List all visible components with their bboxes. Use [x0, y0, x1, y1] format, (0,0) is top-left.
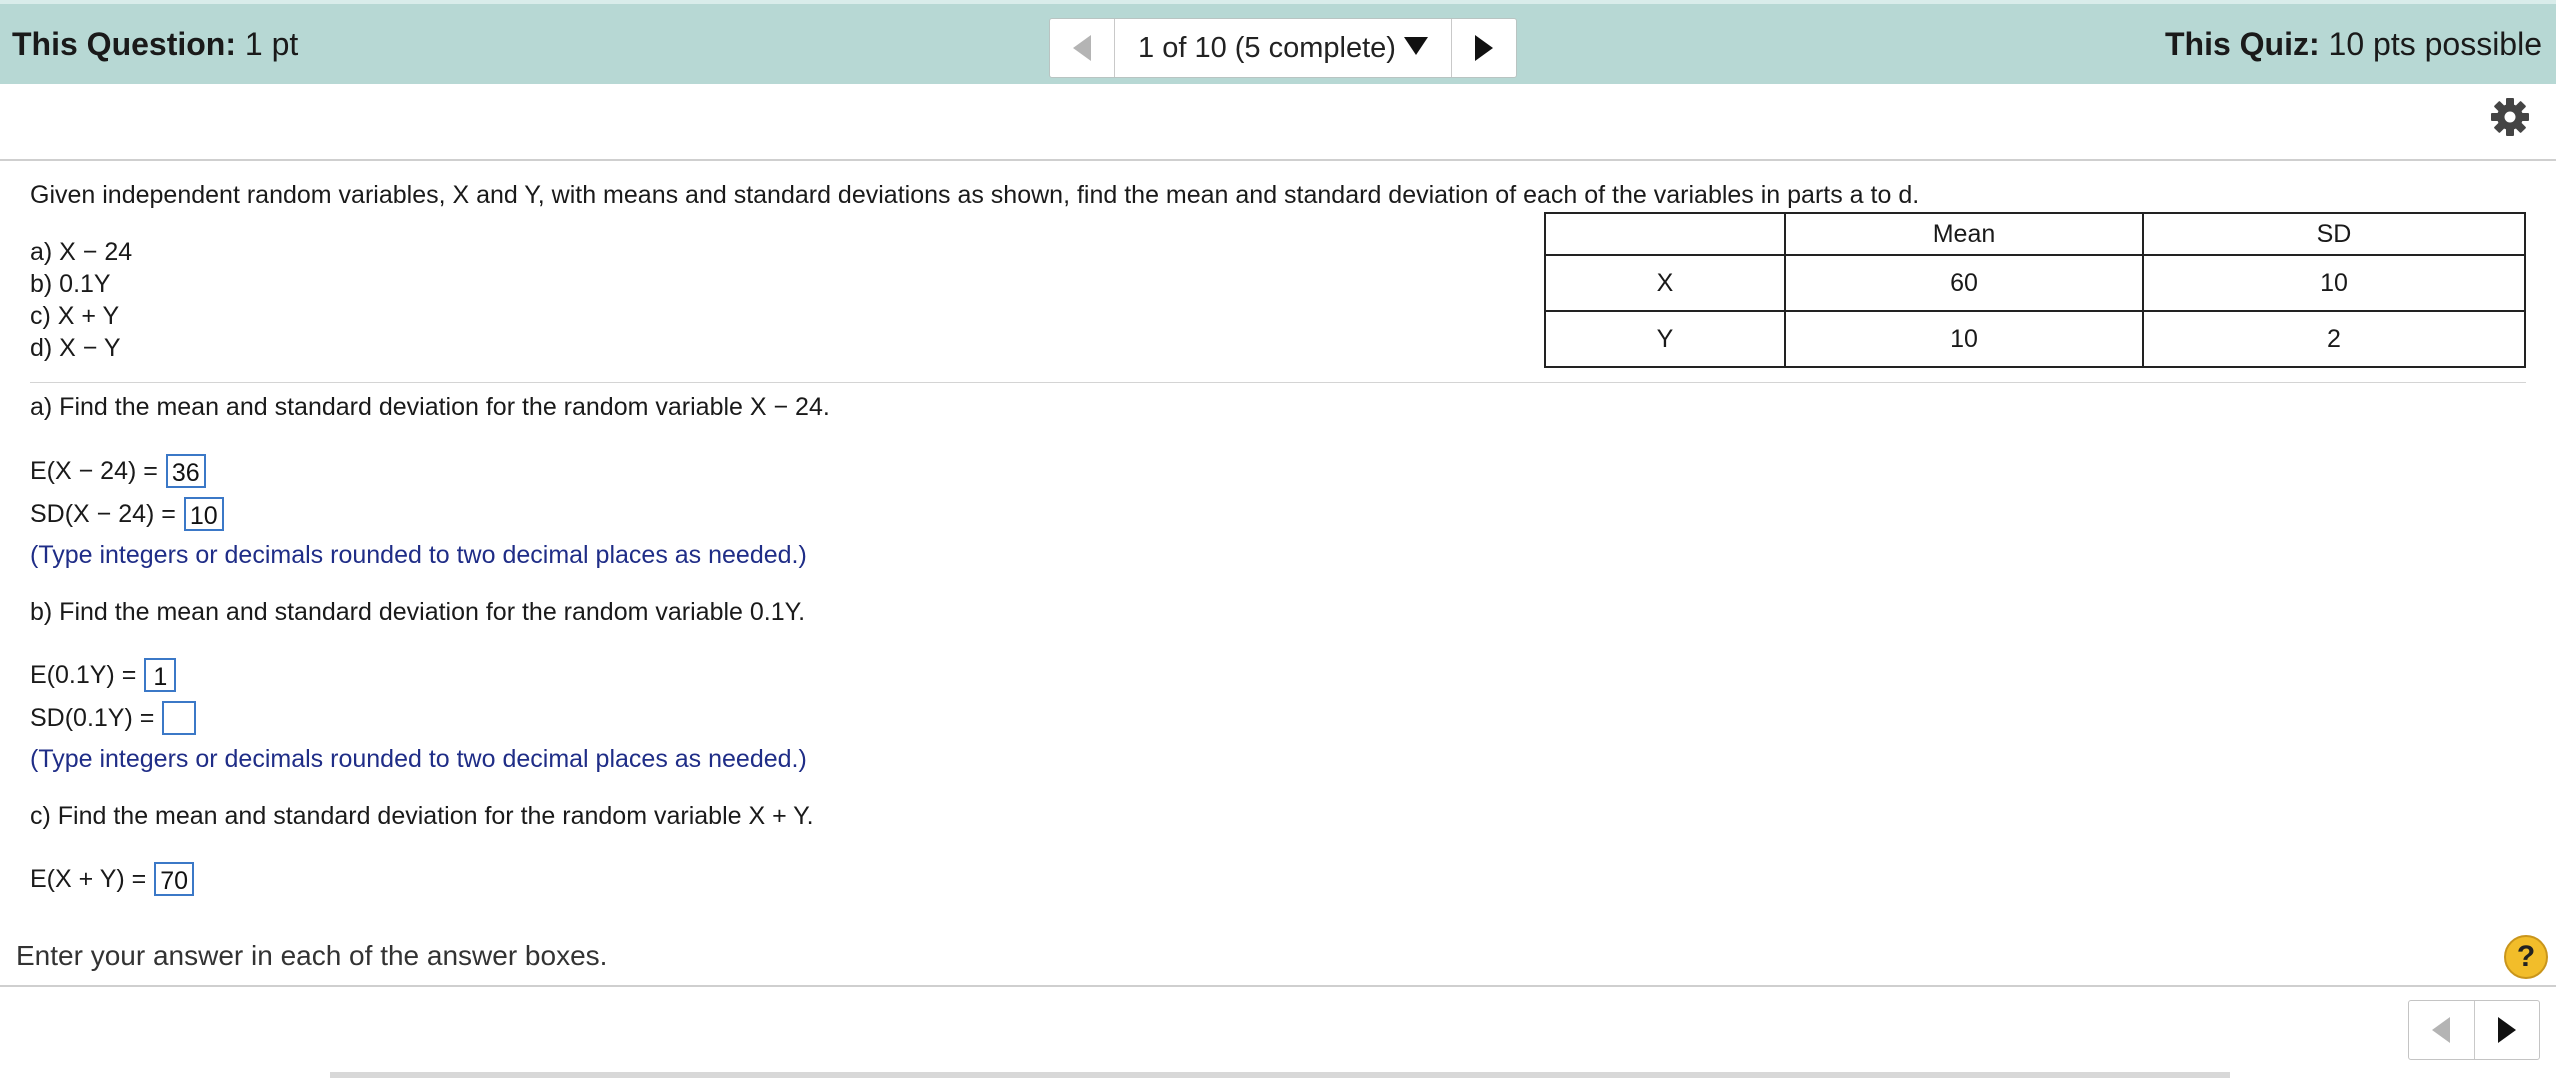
bottom-previous-button[interactable]	[2409, 1001, 2475, 1059]
part-c-mean-label: E(X + Y) =	[30, 864, 147, 893]
question-points-value: 1 pt	[244, 26, 299, 62]
part-b-hint: (Type integers or decimals rounded to two decimal places as needed.)	[30, 745, 807, 773]
table-cell-mean: 60	[1785, 255, 2143, 311]
question-prompt: Given independent random variables, X and Y, with means and standard deviations as shown, find the mean and standard deviation of each of the variables in parts a to d.	[30, 181, 1920, 209]
arrow-left-icon	[2432, 1017, 2450, 1043]
arrow-right-icon	[1475, 35, 1493, 61]
table-header-mean: Mean	[1785, 213, 2143, 255]
part-a-sd-line	[30, 497, 224, 531]
table-cell-variable: Y	[1545, 311, 1785, 367]
quiz-points	[2165, 4, 2542, 84]
part-a-sd-label: SD(X − 24) =	[30, 499, 176, 528]
answer-instruction: Enter your answer in each of the answer boxes.	[16, 940, 608, 971]
question-points	[12, 4, 298, 84]
part-b-mean-input[interactable]: 1	[144, 658, 176, 692]
caret-down-icon	[1404, 37, 1428, 55]
table-cell-variable: X	[1545, 255, 1785, 311]
part-a-question: a) Find the mean and standard deviation for the random variable X − 24.	[30, 393, 830, 421]
table-cell-sd: 2	[2143, 311, 2525, 367]
question-points-label: This Question:	[12, 26, 236, 62]
table-cell-mean: 10	[1785, 311, 2143, 367]
part-a-mean-label: E(X − 24) =	[30, 456, 158, 485]
table-header-sd: SD	[2143, 213, 2525, 255]
question-progress-dropdown[interactable]	[1115, 19, 1451, 77]
quiz-points-value: 10 pts possible	[2328, 26, 2542, 62]
part-b-question: b) Find the mean and standard deviation for the random variable 0.1Y.	[30, 598, 806, 626]
part-b-mean-label: E(0.1Y) =	[30, 660, 137, 689]
next-question-button[interactable]	[1451, 19, 1516, 77]
part-c-mean-input[interactable]: 70	[154, 862, 194, 896]
part-c-question: c) Find the mean and standard deviation for the random variable X + Y.	[30, 802, 814, 830]
part-item-d: d) X − Y	[30, 334, 121, 362]
arrow-left-icon	[1073, 35, 1091, 61]
table-row	[1545, 255, 2525, 311]
part-item-b: b) 0.1Y	[30, 270, 111, 298]
part-item-a: a) X − 24	[30, 238, 133, 266]
bottom-navigator	[2408, 1000, 2540, 1060]
part-c-mean-line	[30, 862, 194, 896]
part-a-mean-line	[30, 454, 206, 488]
part-a-mean-input[interactable]: 36	[166, 454, 206, 488]
given-values-table	[1544, 212, 2526, 368]
part-b-mean-line	[30, 658, 176, 692]
part-b-sd-label: SD(0.1Y) =	[30, 703, 155, 732]
part-b-sd-line	[30, 701, 196, 735]
question-header-bar	[0, 0, 2556, 84]
part-b-sd-input[interactable]	[162, 701, 196, 735]
part-a-sd-input[interactable]: 10	[184, 497, 224, 531]
quiz-points-label: This Quiz:	[2164, 26, 2320, 62]
part-a-hint: (Type integers or decimals rounded to two decimal places as needed.)	[30, 541, 807, 569]
footer-shadow	[330, 1072, 2230, 1078]
table-row	[1545, 311, 2525, 367]
part-item-c: c) X + Y	[30, 302, 120, 330]
arrow-right-icon	[2498, 1017, 2516, 1043]
help-symbol: ?	[2516, 940, 2536, 973]
table-header-row	[1545, 213, 2525, 255]
table-header-blank	[1545, 213, 1785, 255]
previous-question-button[interactable]	[1050, 19, 1115, 77]
table-cell-sd: 10	[2143, 255, 2525, 311]
help-question-icon[interactable]	[2504, 935, 2548, 979]
question-progress-text: 1 of 10 (5 complete)	[1138, 31, 1396, 64]
footer-divider	[0, 985, 2556, 987]
bottom-next-button[interactable]	[2475, 1001, 2540, 1059]
question-navigator	[1049, 18, 1517, 78]
toolbar-divider	[0, 159, 2556, 161]
settings-gear-icon[interactable]	[2490, 97, 2530, 137]
question-parts-list	[30, 236, 132, 364]
section-divider	[30, 382, 2526, 383]
